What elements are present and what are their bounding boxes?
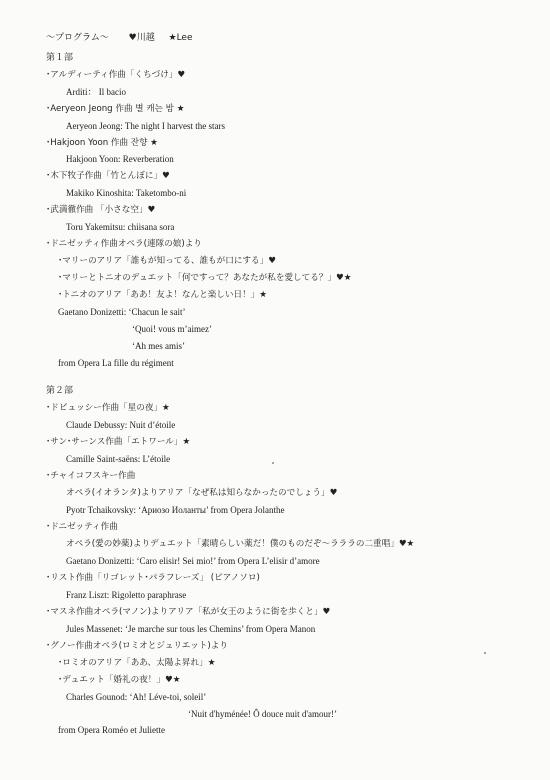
part2-heading: 第２部 (46, 386, 74, 396)
program-item: ･木下牧子作曲「竹とんぼに」♥ (46, 171, 170, 181)
program-header (46, 30, 193, 46)
program-item: ･武満徹作曲 「小さな空」♥ (46, 205, 156, 215)
program-subitem: ･トニオのアリア「ああ！友よ！なんと楽しい日！」★ (58, 290, 267, 300)
paper-speck (272, 462, 274, 464)
program-item: ･ドビュッシー作曲「星の夜」★ (46, 403, 170, 413)
program-item-english: Gaetano Donizetti: ‘Chacun le sait’ (58, 307, 186, 317)
program-item: ･グノー作曲オペラ(ロミオとジュリエット)より (46, 641, 228, 651)
legend-kawagoe: ♥川越 (128, 33, 155, 43)
program-item-english: Gaetano Donizetti: ‘Caro elisir! Sei mio!’ from Opera L’elisir d’amore (66, 556, 320, 566)
program-title: 〜プログラム〜 (46, 33, 109, 43)
program-item-english: ‘Ah mes amis’ (132, 341, 185, 351)
program-item: ･アルディーティ作曲「くちづけ」♥ (46, 70, 186, 80)
program-item: ･チャイコフスキー作曲 (46, 471, 136, 481)
program-subitem: オペラ(愛の妙薬)よりデュエット「素晴らしい薬だ！僕のものだぞ〜ラララの二重唱」♥★ (66, 539, 415, 549)
program-item-english: from Opera Roméo et Juliette (58, 725, 165, 735)
program-item-english: Camille Saint-saëns: L’étoile (66, 454, 171, 464)
program-item-english: Pyotr Tchaikovsky: ‘Ариозо Иоланты’ from Opera Jolanthe (66, 505, 285, 515)
program-item-english: Jules Massenet: ‘Je marche sur tous les Chemins’ from Opera Manon (66, 624, 316, 634)
program-item: ･Aeryeon Jeong 作曲 별 캐는 밤 ★ (46, 104, 185, 114)
program-item-english: ‘Quoi! vous m’aimez’ (132, 324, 212, 334)
program-item-english: ‘Nuit d'hyménée! Ô douce nuit d'amour!’ (188, 709, 337, 719)
program-item: ･リスト作曲「リゴレット･パラフレーズ」 (ピアノソロ) (46, 573, 260, 583)
program-subitem: オペラ(イオランタ)よりアリア「なぜ私は知らなかったのでしょう」♥ (66, 488, 338, 498)
program-subitem: ･デュエット「婚礼の夜！」♥★ (58, 675, 181, 685)
program-item: ･マスネ作曲オペラ(マノン)よりアリア「私が女王のように街を歩くと」♥ (46, 607, 331, 617)
program-item: ･Hakjoon Yoon 作曲 잔향 ★ (46, 138, 158, 148)
program-item-english: from Opera La fille du régiment (58, 358, 174, 368)
program-subitem: ･ロミオのアリア「ああ、太陽よ昇れ」★ (58, 658, 216, 668)
program-item: ･ドニゼッティ作曲オペラ(連隊の娘)より (46, 239, 202, 249)
program-item-english: Charles Gounod: ‘Ah! Léve-toi, soleil’ (66, 692, 207, 702)
program-subitem: ･マリーとトニオのデュエット「何ですって？あなたが私を愛してる？」♥★ (58, 273, 352, 283)
program-item: ･ドニゼッティ作曲 (46, 522, 118, 532)
paper-speck (484, 652, 486, 654)
program-item: ･サン･サーンス作曲「エトワール」★ (46, 437, 191, 447)
program-subitem: ･マリーのアリア「誰もが知ってる、誰もが口にする」♥ (58, 256, 276, 266)
program-item-english: Franz Liszt: Rigoletto paraphrase (66, 590, 187, 600)
program-item-english: Toru Yakemitsu: chiisana sora (66, 222, 175, 232)
program-item-english: Arditi： Il bacio (66, 87, 126, 97)
legend-lee: ★Lee (168, 33, 193, 43)
program-item-english: Makiko Kinoshita: Taketombo-ni (66, 188, 187, 198)
part1-heading: 第１部 (46, 53, 74, 63)
program-item-english: Hakjoon Yoon: Reverberation (66, 154, 174, 164)
program-item-english: Claude Debussy: Nuit d’étoile (66, 420, 176, 430)
program-item-english: Aeryeon Jeong: The night I harvest the stars (66, 121, 226, 131)
